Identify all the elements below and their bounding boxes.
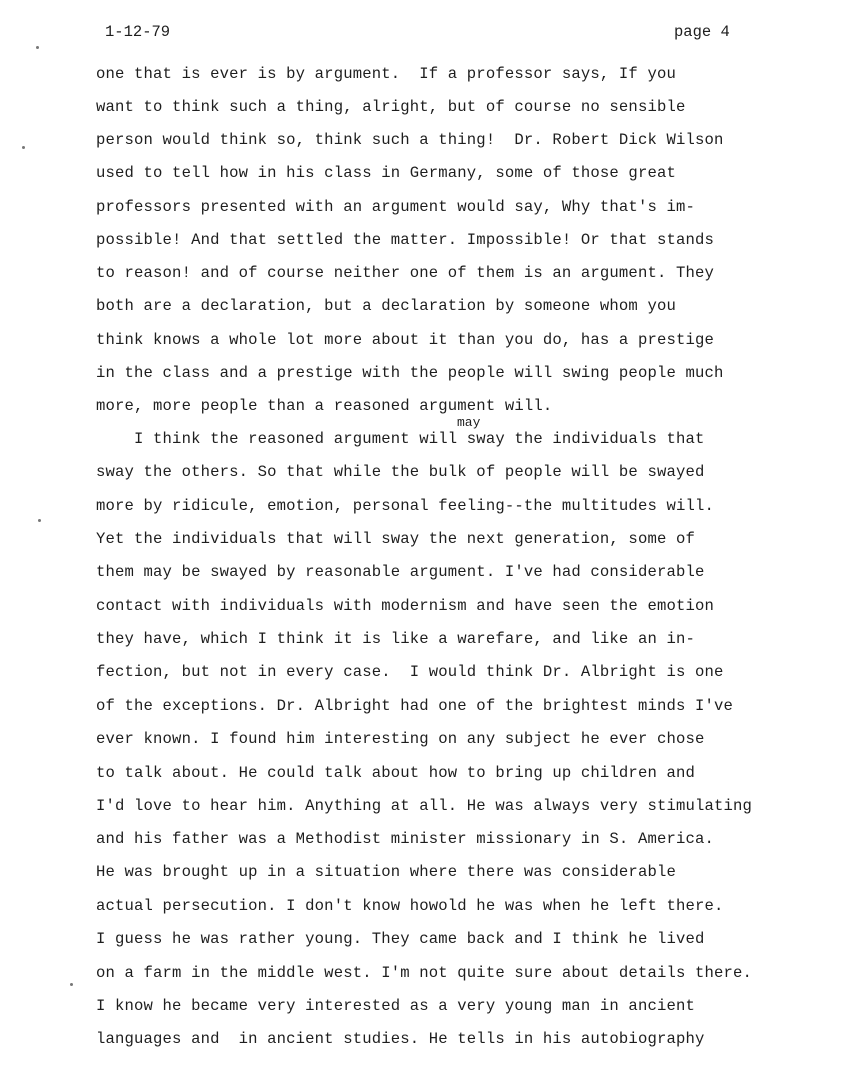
scan-speck — [36, 46, 39, 49]
text-line: languages and in ancient studies. He tells in his autobiography — [96, 1030, 705, 1048]
text-line: professors presented with an argument would say, Why that's im- — [96, 198, 695, 216]
text-line: think knows a whole lot more about it than you do, has a prestige — [96, 331, 715, 349]
text-line: person would think so, think such a thing! Dr. Robert Dick Wilson — [96, 131, 724, 149]
text-line: want to think such a thing, alright, but of course no sensible — [96, 98, 686, 116]
text-line: on a farm in the middle west. I'm not quite sure about details there. — [96, 964, 753, 982]
text-line: in the class and a prestige with the people will swing people much — [96, 364, 724, 382]
text-line: both are a declaration, but a declaration by someone whom you — [96, 297, 676, 315]
text-line: used to tell how in his class in Germany, some of those great — [96, 164, 676, 182]
text-line: actual persecution. I don't know howold he was when he left there. — [96, 897, 724, 915]
text-line: more, more people than a reasoned argument will. — [96, 397, 553, 415]
text-line: to talk about. He could talk about how to bring up children and — [96, 764, 695, 782]
handwritten-insertion: may — [457, 415, 481, 430]
scan-speck — [38, 519, 41, 522]
text-line: possible! And that settled the matter. Impossible! Or that stands — [96, 231, 715, 249]
text-line: one that is ever is by argument. If a professor says, If you — [96, 65, 676, 83]
page-date: 1-12-79 — [105, 23, 171, 41]
scan-speck — [70, 983, 73, 986]
text-line: I'd love to hear him. Anything at all. He was always very stimulating — [96, 797, 753, 815]
text-line: and his father was a Methodist minister missionary in S. America. — [96, 830, 715, 848]
text-line: Yet the individuals that will sway the next generation, some of — [96, 530, 695, 548]
text-line: He was brought up in a situation where there was considerable — [96, 863, 676, 881]
text-line: I guess he was rather young. They came back and I think he lived — [96, 930, 705, 948]
text-line: ever known. I found him interesting on any subject he ever chose — [96, 730, 705, 748]
text-line: of the exceptions. Dr. Albright had one of the brightest minds I've — [96, 697, 734, 715]
text-line: them may be swayed by reasonable argument. I've had considerable — [96, 563, 705, 581]
text-line: I think the reasoned argument will sway the individuals that — [96, 430, 705, 448]
text-line: more by ridicule, emotion, personal feeling--the multitudes will. — [96, 497, 715, 515]
text-line: contact with individuals with modernism and have seen the emotion — [96, 597, 715, 615]
text-line: fection, but not in every case. I would think Dr. Albright is one — [96, 663, 724, 681]
text-line: I know he became very interested as a very young man in ancient — [96, 997, 695, 1015]
scan-speck — [22, 146, 25, 149]
page-number: page 4 — [674, 23, 730, 41]
text-line: they have, which I think it is like a warefare, and like an in- — [96, 630, 695, 648]
text-line: to reason! and of course neither one of them is an argument. They — [96, 264, 715, 282]
text-line: sway the others. So that while the bulk of people will be swayed — [96, 463, 705, 481]
